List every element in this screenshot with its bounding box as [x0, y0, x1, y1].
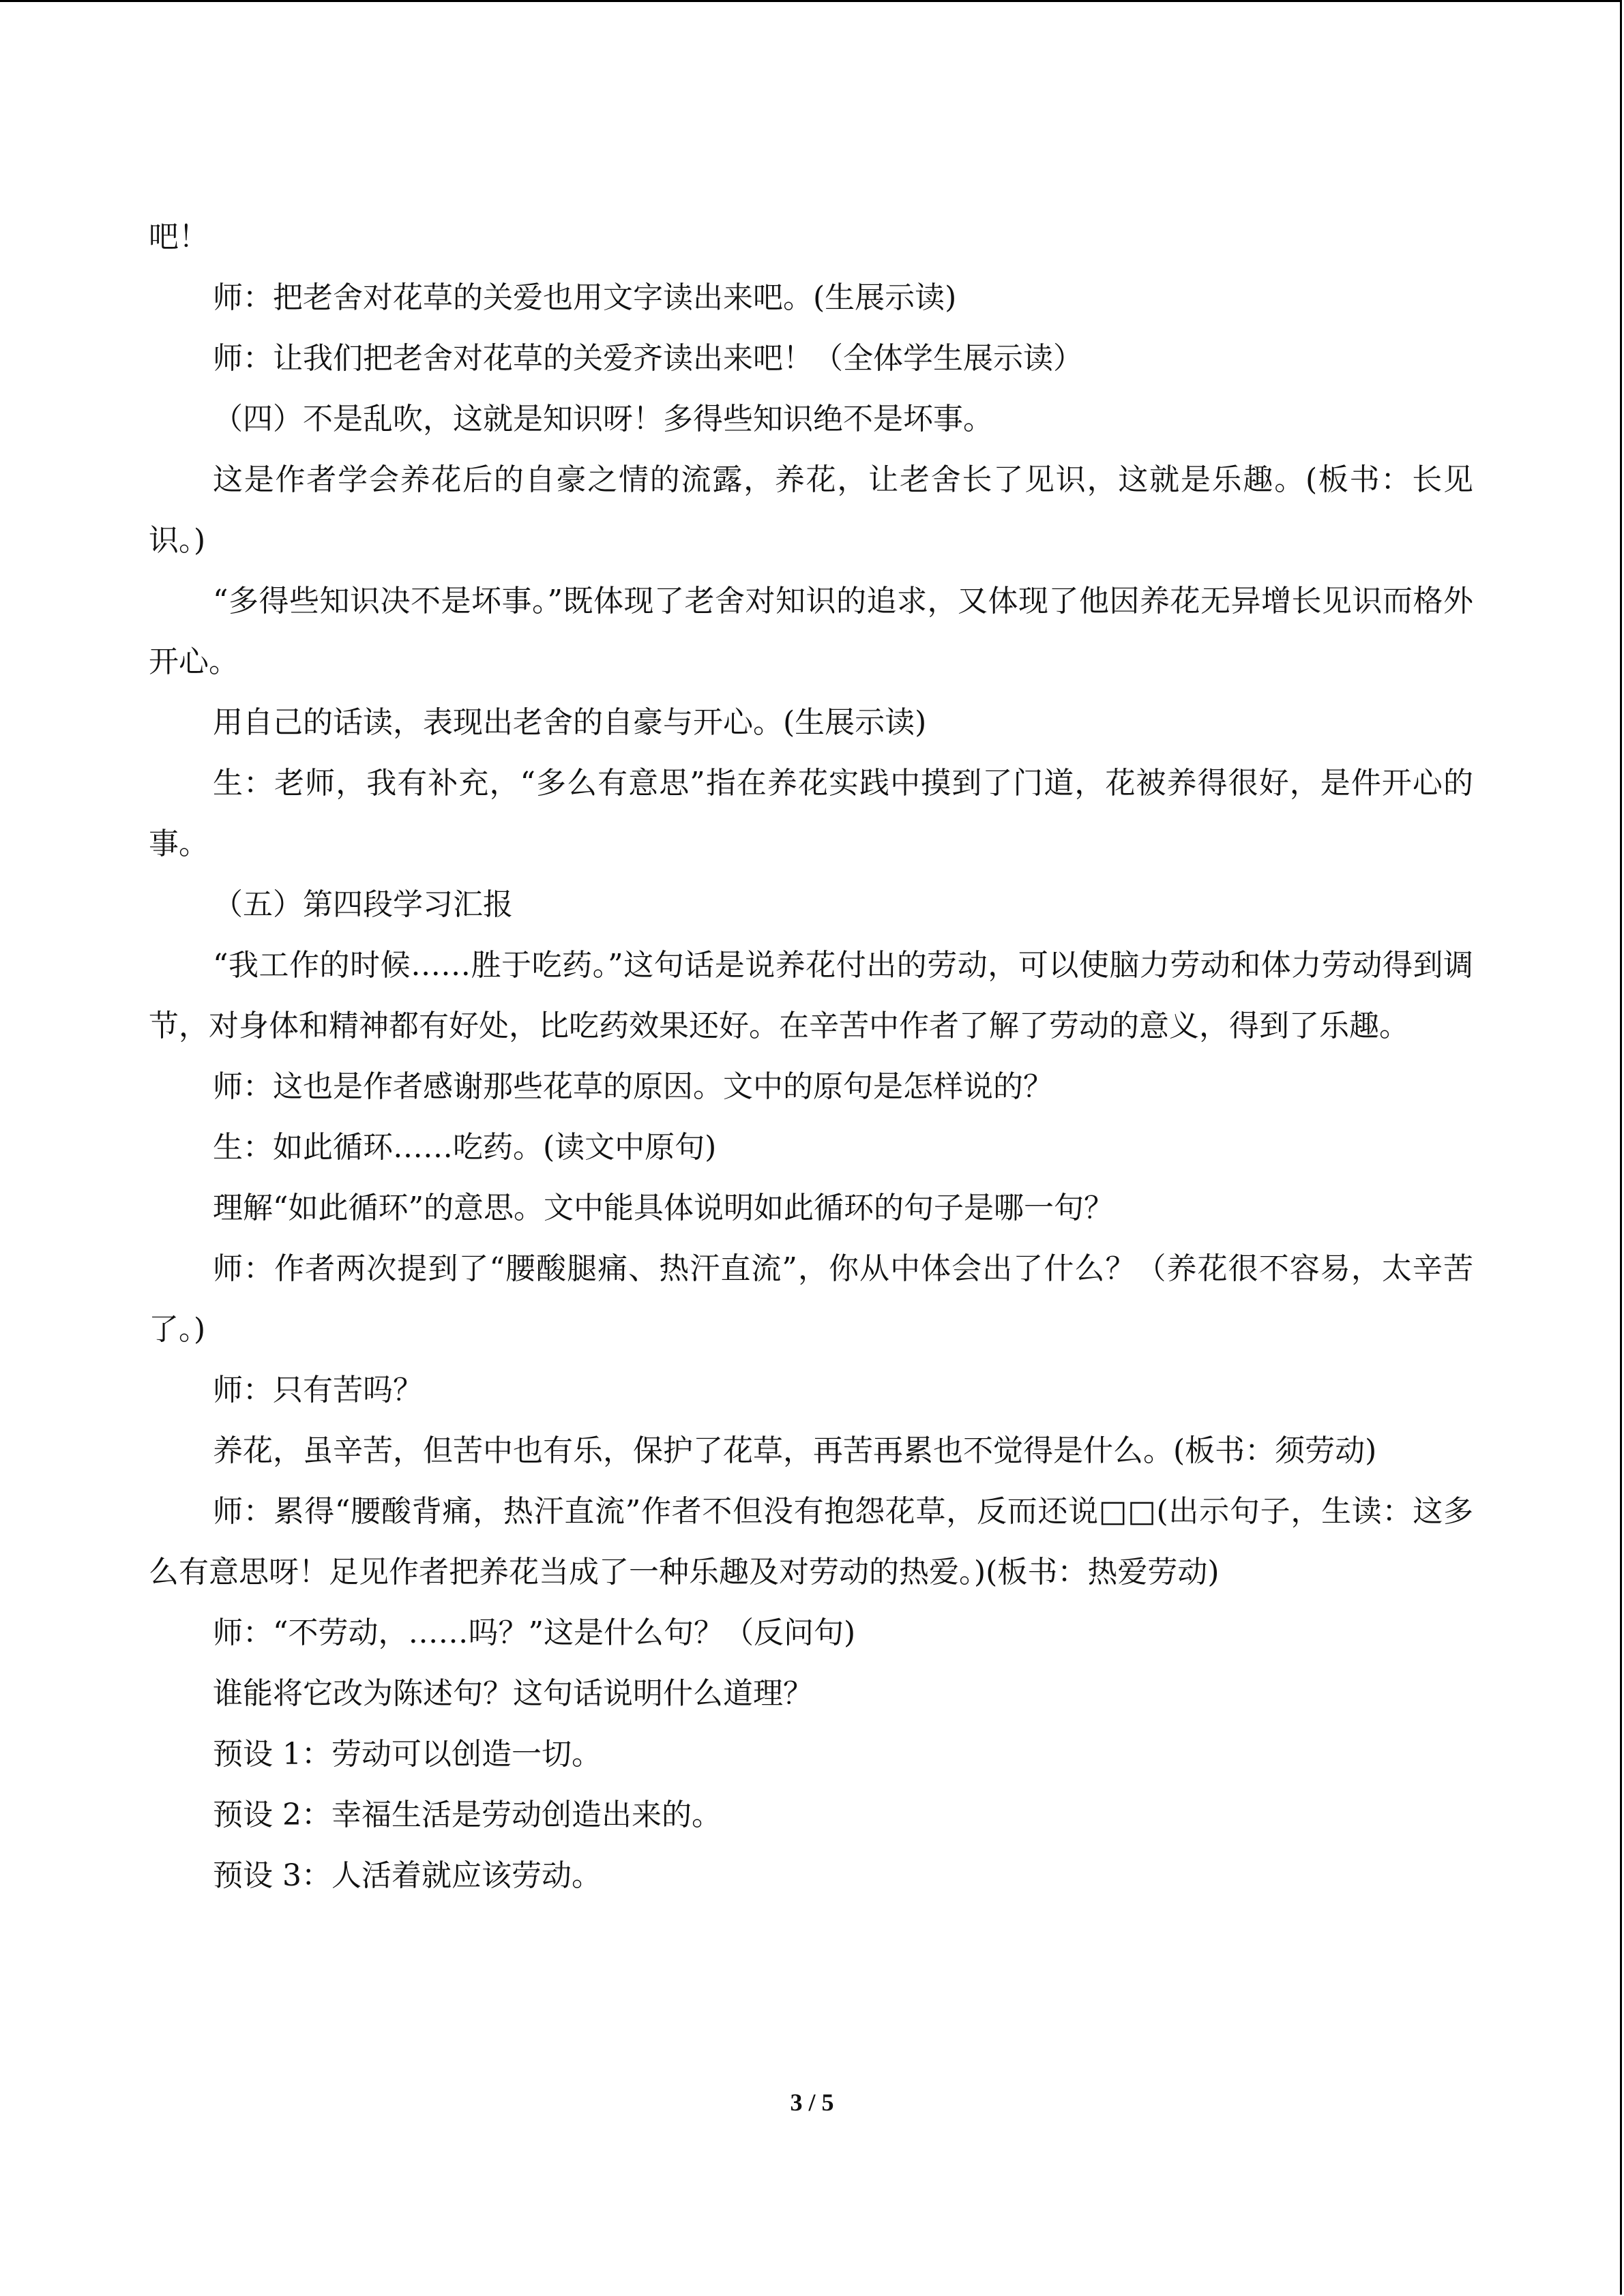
paragraph: 师：只有苦吗？: [213, 1373, 423, 1407]
paragraph: 师：把老舍对花草的关爱也用文字读出来吧。(生展示读): [213, 280, 957, 315]
paragraph: 师：作者两次提到了“腰酸腿痛、热汗直流”，你从中体会出了什么？（养花很不容易，太辛苦了。): [149, 1251, 1473, 1347]
paragraph: 预设 3：人活着就应该劳动。: [213, 1858, 602, 1893]
paragraph: 生：老师，我有补充，“多么有意思”指在养花实践中摸到了门道，花被养得很好，是件开心的事。: [149, 766, 1473, 861]
paragraph: 理解“如此循环”的意思。文中能具体说明如此循环的句子是哪一句？: [213, 1191, 1114, 1225]
paragraph: 吧！: [149, 220, 209, 254]
paragraph: “我工作的时候……胜于吃药。”这句话是说养花付出的劳动，可以使脑力劳动和体力劳动得到调节，对身体和精神都有好处，比吃药效果还好。在辛苦中作者了解了劳动的意义，得到了乐趣。: [149, 948, 1473, 1043]
paragraph: 预设 1：劳动可以创造一切。: [213, 1737, 602, 1772]
paragraph: 用自己的话读，表现出老舍的自豪与开心。(生展示读): [213, 705, 927, 740]
page-number: 3 / 5: [790, 2089, 834, 2116]
paragraph: 师：这也是作者感谢那些花草的原因。文中的原句是怎样说的？: [213, 1069, 1053, 1104]
paragraph: 师：累得“腰酸背痛，热汗直流”作者不但没有抱怨花草，反而还说□□(出示句子，生读：这多么有意思呀！足见作者把养花当成了一种乐趣及对劳动的热爱。)(板书：热爱劳动): [149, 1494, 1473, 1590]
paragraph: 谁能将它改为陈述句？这句话说明什么道理？: [213, 1676, 813, 1711]
paragraph: 养花，虽辛苦，但苦中也有乐，保护了花草，再苦再累也不觉得是什么。(板书：须劳动): [213, 1433, 1377, 1468]
paragraph: “多得些知识决不是坏事。”既体现了老舍对知识的追求，又体现了他因养花无异增长见识而格外开心。: [149, 584, 1473, 679]
document-body: [149, 207, 1473, 1906]
paragraph: 这是作者学会养花后的自豪之情的流露，养花，让老舍长了见识，这就是乐趣。(板书：长见识。): [149, 462, 1473, 558]
paragraph: 预设 2：幸福生活是劳动创造出来的。: [213, 1798, 722, 1832]
paragraph: （五）第四段学习汇报: [213, 887, 513, 922]
paragraph: （四）不是乱吹，这就是知识呀！多得些知识绝不是坏事。: [213, 402, 993, 436]
paragraph: 生：如此循环……吃药。(读文中原句): [213, 1130, 717, 1165]
paragraph: 师：“不劳动，……吗？”这是什么句？（反问句): [213, 1615, 856, 1650]
paragraph: 师：让我们把老舍对花草的关爱齐读出来吧！（全体学生展示读）: [213, 341, 1083, 376]
